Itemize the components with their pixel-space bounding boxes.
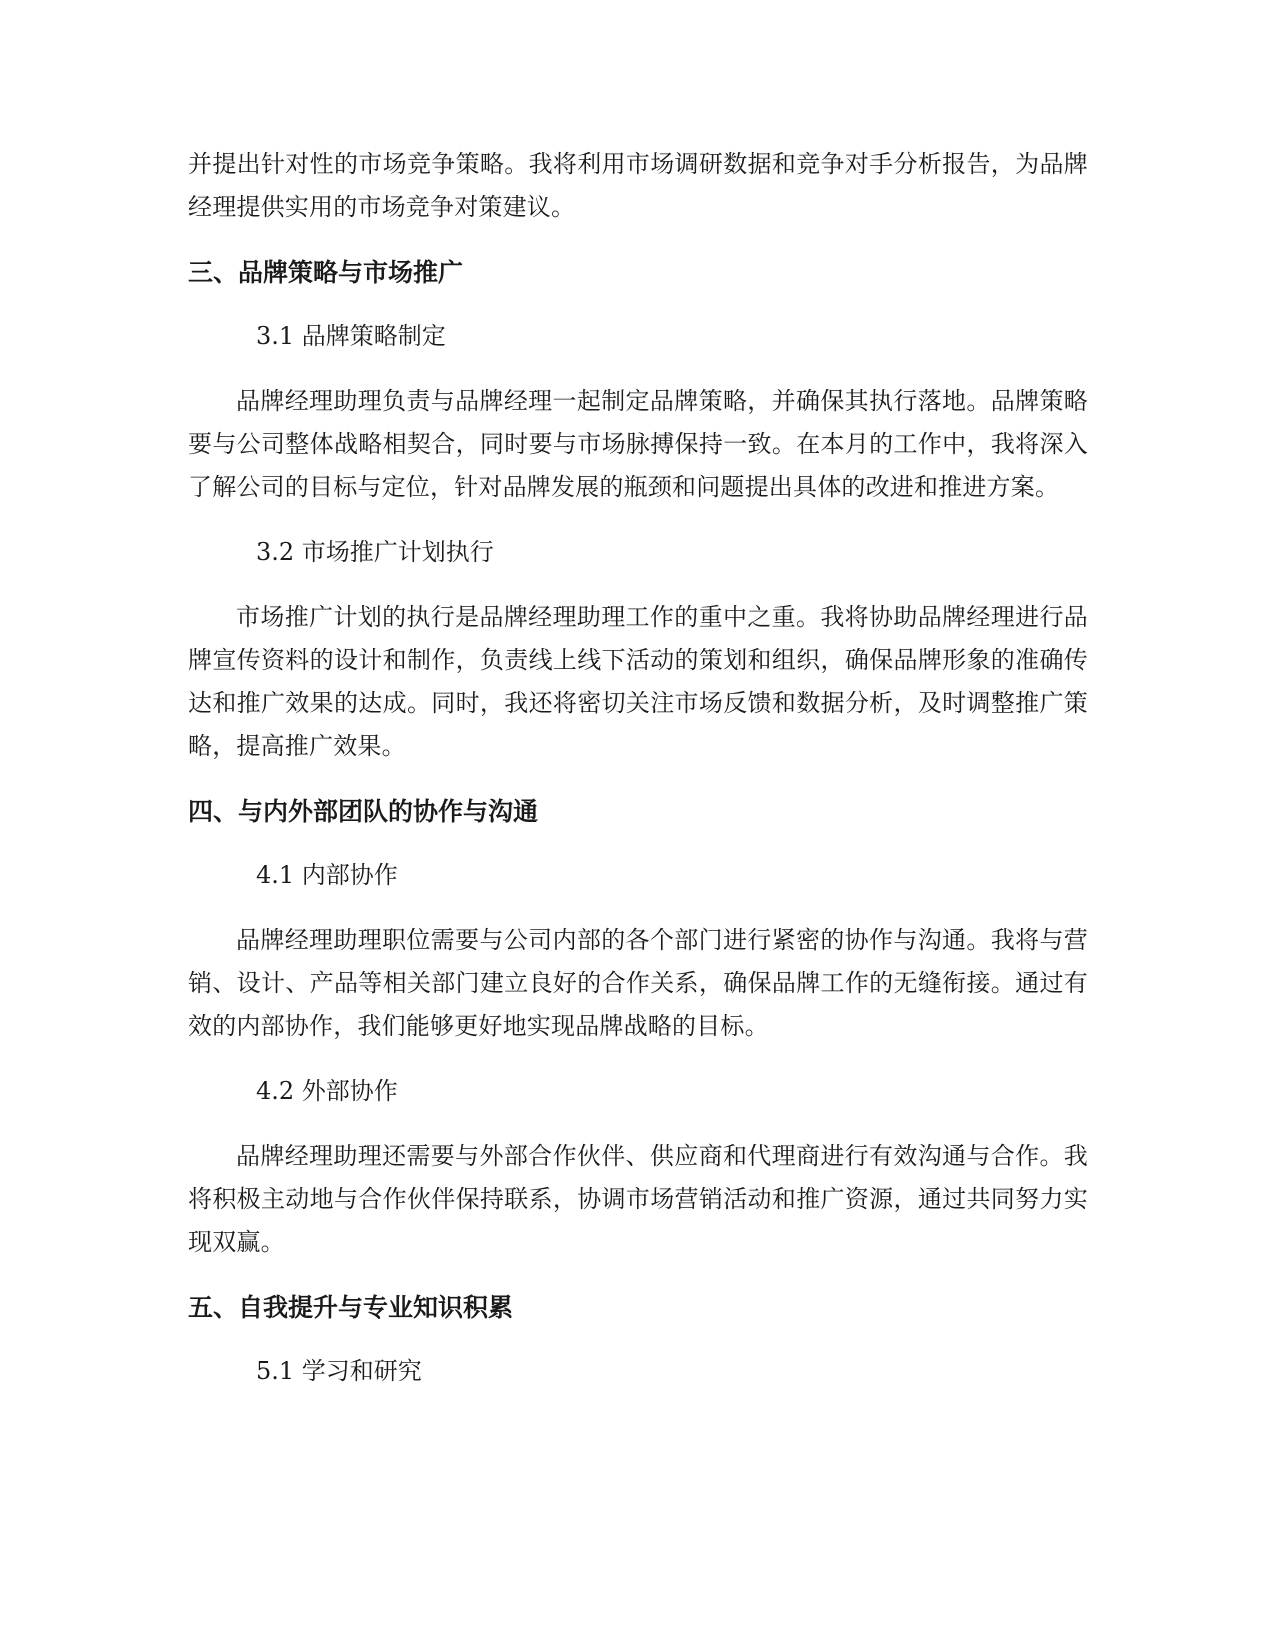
section-heading-3: 三、品牌策略与市场推广 [188,258,464,287]
section-heading-4: 四、与内外部团队的协作与沟通 [188,797,539,826]
subsection-title-3-1: 3.1 品牌策略制定 [256,322,446,350]
subsection-title-4-2: 4.2 外部协作 [256,1077,398,1105]
subsection-title-3-2: 3.2 市场推广计划执行 [256,538,494,566]
subsection-body-3-1: 品牌经理助理负责与品牌经理一起制定品牌策略，并确保其执行落地。品牌策略要与公司整体战略相契合，同时要与市场脉搏保持一致。在本月的工作中，我将深入了解公司的目标与定位，针对品牌发展的瓶颈和问题提出具体的改进和推进方案。 [188,387,1088,501]
document-body [188,143,1088,1393]
subsection-title-4-1: 4.1 内部协作 [256,861,398,889]
subsection-body-4-2: 品牌经理助理还需要与外部合作伙伴、供应商和代理商进行有效沟通与合作。我将积极主动地与合作伙伴保持联系，协调市场营销活动和推广资源，通过共同努力实现双赢。 [188,1142,1088,1256]
section-heading-5: 五、自我提升与专业知识积累 [188,1293,514,1322]
subsection-body-3-2: 市场推广计划的执行是品牌经理助理工作的重中之重。我将协助品牌经理进行品牌宣传资料的设计和制作，负责线上线下活动的策划和组织，确保品牌形象的准确传达和推广效果的达成。同时，我还将密切关注市场反馈和数据分析，及时调整推广策略，提高推广效果。 [188,603,1088,760]
intro-paragraph: 并提出针对性的市场竞争策略。我将利用市场调研数据和竞争对手分析报告，为品牌经理提供实用的市场竞争对策建议。 [188,150,1088,221]
subsection-body-4-1: 品牌经理助理职位需要与公司内部的各个部门进行紧密的协作与沟通。我将与营销、设计、产品等相关部门建立良好的合作关系，确保品牌工作的无缝衔接。通过有效的内部协作，我们能够更好地实现品牌战略的目标。 [188,926,1088,1040]
subsection-title-5-1: 5.1 学习和研究 [256,1357,422,1385]
